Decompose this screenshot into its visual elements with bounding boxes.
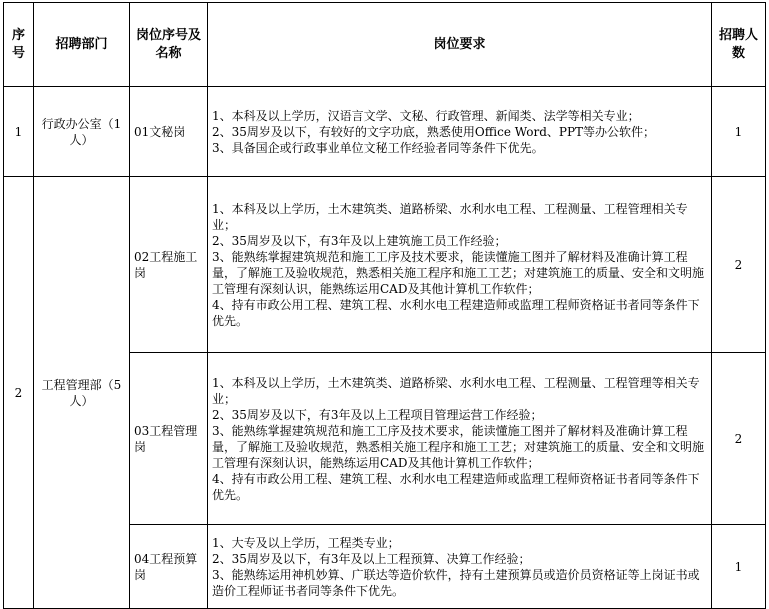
row-position: 01文秘岗 [130,87,208,177]
requirement-line: 2、35周岁及以下，有3年及以上工程预算、决算工作经验； [212,551,531,566]
requirement-line: 4、持有市政公用工程、建筑工程、水利水电工程建造师或监理工程师资格证书者同等条件下优先。 [212,297,700,328]
requirement-line: 1、本科及以上学历，土木建筑类、道路桥梁、水利水电工程、工程测量、工程管理相关专业； [212,201,688,232]
row-requirements [208,353,712,525]
requirement-line: 2、35周岁及以下，有较好的文字功底，熟悉使用Office Word、PPT等办公软件； [212,124,656,139]
row-dept: 行政办公室（1人） [34,87,130,177]
row-count: 2 [712,177,766,353]
row-position: 02工程施工岗 [130,177,208,353]
row-requirements [208,87,712,177]
requirement-line: 1、本科及以上学历，汉语言文学、文秘、行政管理、新闻类、法学等相关专业； [212,108,640,123]
table-row [4,87,766,177]
header-count: 招聘人数 [712,3,766,87]
row-count: 1 [712,87,766,177]
requirement-line: 4、持有市政公用工程、建筑工程、水利水电工程建造师或监理工程师资格证书者同等条件下优先。 [212,471,700,502]
header-requirements: 岗位要求 [208,3,712,87]
row-requirements [208,525,712,609]
requirement-line: 3、能熟练掌握建筑规范和施工工序及技术要求，能读懂施工图并了解材料及准确计算工程量，了解施工及验收规范，熟悉相关施工程序和施工工艺；对建筑施工的质量、安全和文明施工管理有深刻认识，能熟练运用CAD及其他计算机工作软件； [212,249,705,296]
row-count: 2 [712,353,766,525]
requirement-line: 1、大专及以上学历，工程类专业； [212,535,400,550]
header-position: 岗位序号及名称 [130,3,208,87]
requirement-line: 3、具备国企或行政事业单位文秘工作经验者同等条件下优先。 [212,140,544,155]
requirement-line: 2、35周岁及以下，有3年及以上工程项目管理运营工作经验； [212,407,543,422]
requirement-line: 2、35周岁及以下，有3年及以上建筑施工员工作经验； [212,233,507,248]
requirement-line: 3、能熟练掌握建筑规范和施工工序及技术要求，能读懂施工图并了解材料及准确计算工程量，了解施工及验收规范，熟悉相关施工程序和施工工艺；对建筑施工的质量、安全和文明施工管理有深刻认识，能熟练运用CAD及其他计算机工作软件； [212,423,705,470]
header-dept: 招聘部门 [34,3,130,87]
row-position: 04工程预算岗 [130,525,208,609]
header-no: 序号 [4,3,34,87]
table-header-row [4,3,766,87]
row-no: 2 [4,177,34,609]
row-requirements [208,177,712,353]
row-no: 1 [4,87,34,177]
requirement-line: 1、本科及以上学历，土木建筑类、道路桥梁、水利水电工程、工程测量、工程管理等相关专业； [212,375,700,406]
row-position: 03工程管理岗 [130,353,208,525]
recruitment-table [3,2,766,609]
requirement-line: 3、能熟练运用神机妙算、广联达等造价软件，持有土建预算员或造价员资格证等上岗证书或造价工程师证书者同等条件下优先。 [212,567,700,598]
table-row [4,177,766,353]
row-dept: 工程管理部（5人） [34,177,130,609]
row-count: 1 [712,525,766,609]
